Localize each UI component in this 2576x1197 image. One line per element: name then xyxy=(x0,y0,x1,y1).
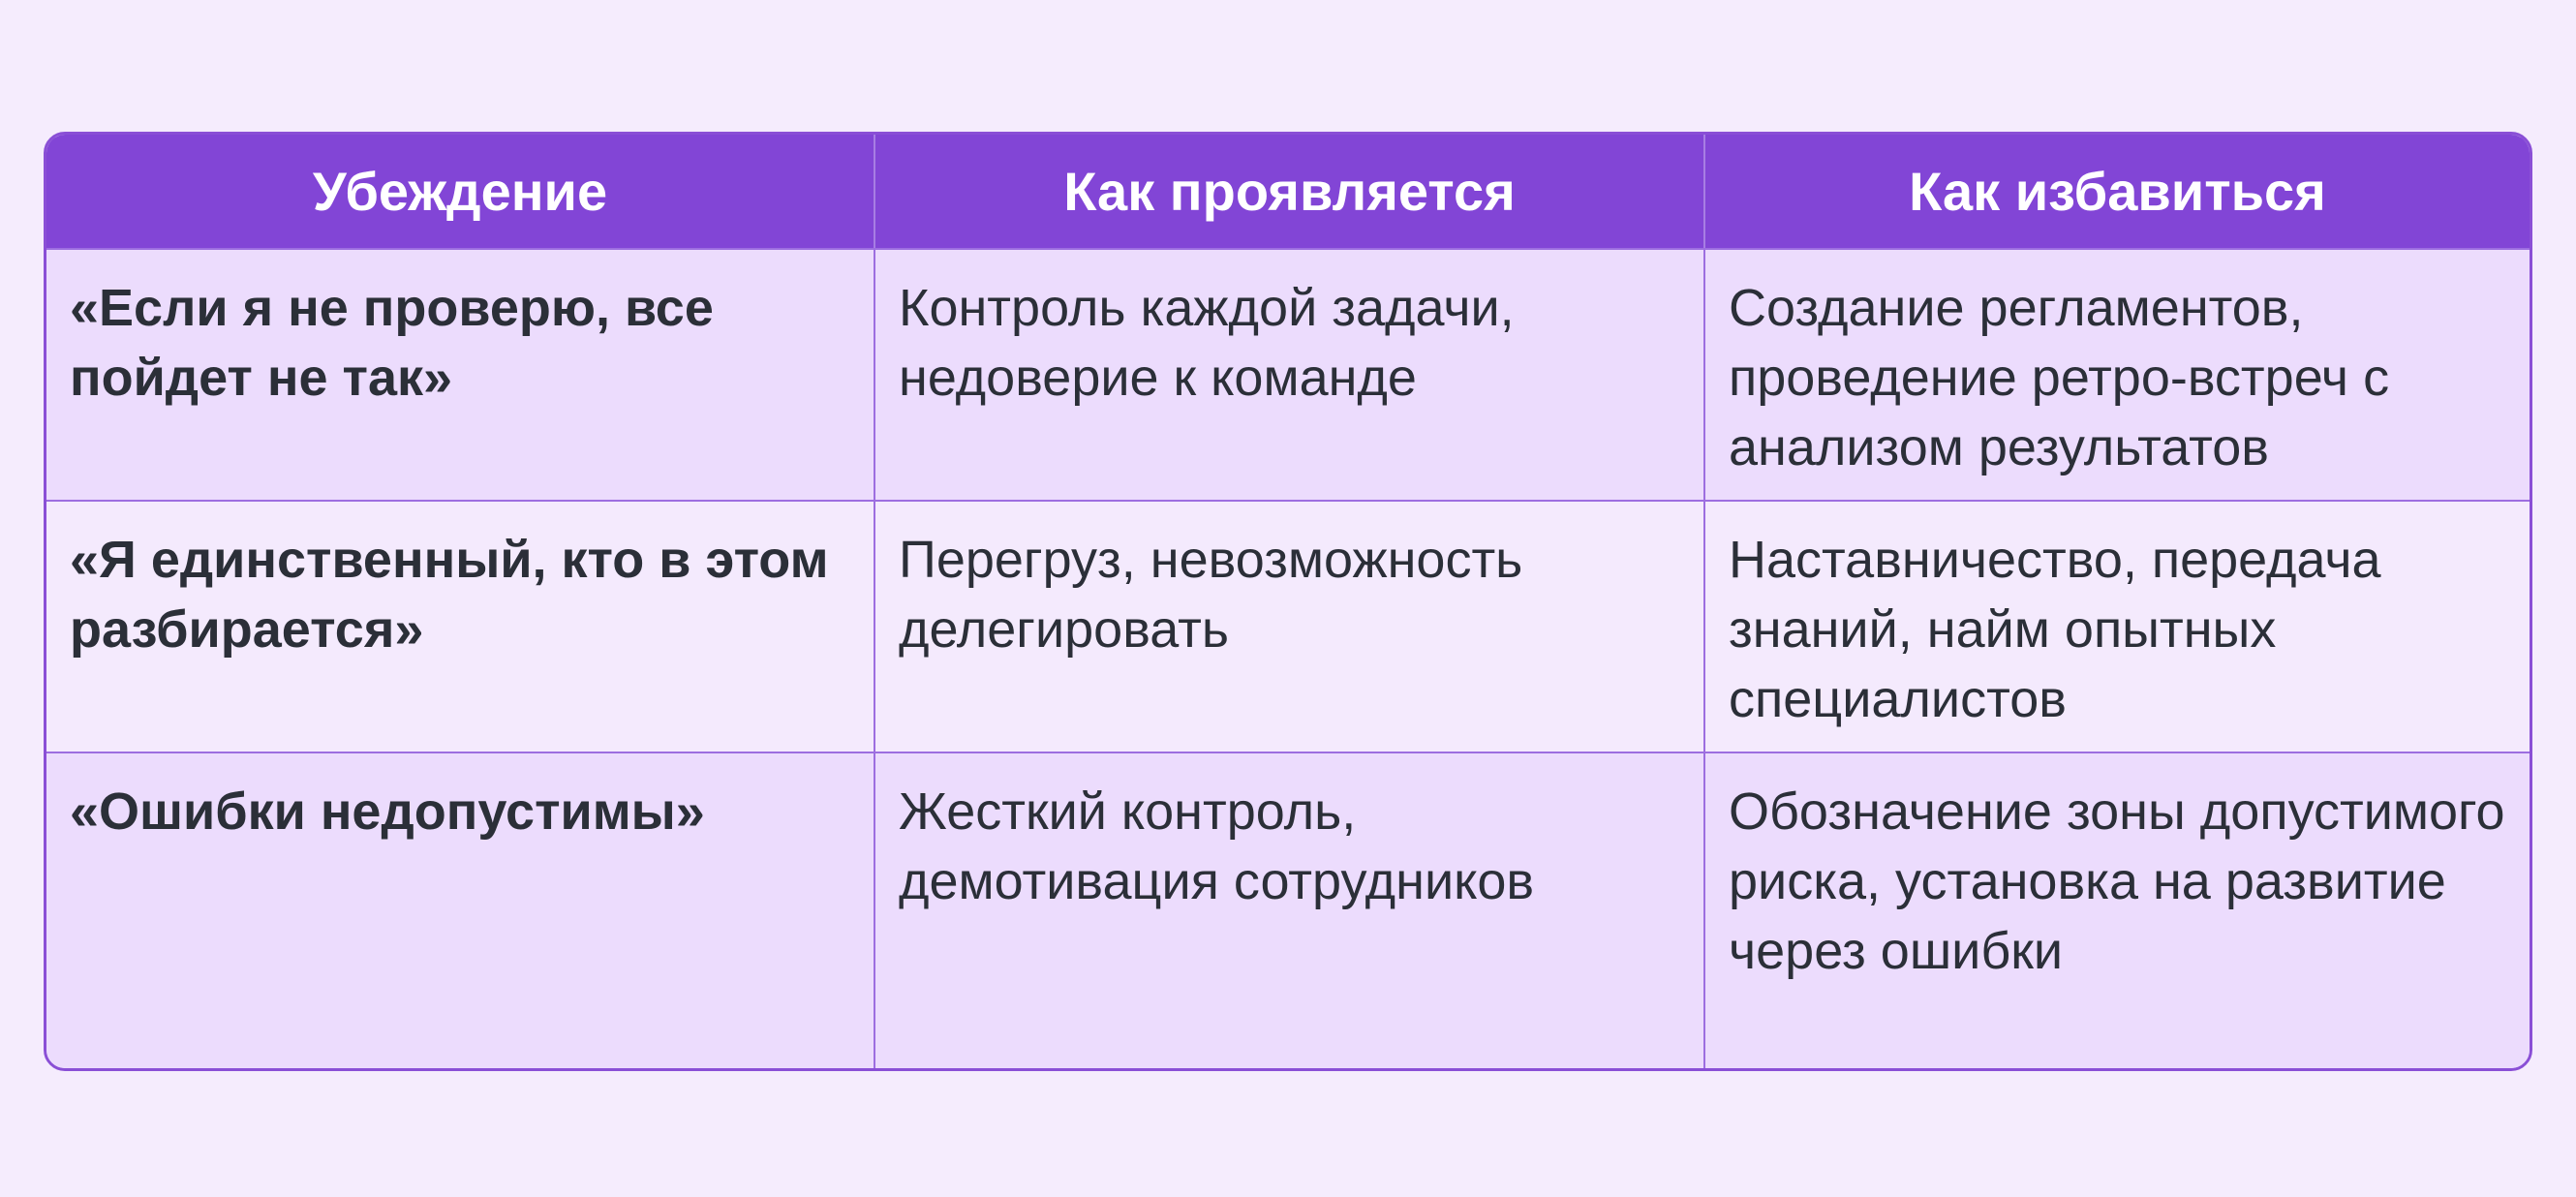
solution-cell: Создание регламентов, проведение ретро-встреч с анализом результатов xyxy=(1729,279,2390,476)
belief-cell: «Ошибки недопустимы» xyxy=(46,753,875,1068)
manifestation-cell: Контроль каждой задачи, недоверие к команде xyxy=(875,250,1705,500)
table-row xyxy=(46,753,2530,1068)
table-header-row xyxy=(46,135,2530,250)
beliefs-table xyxy=(44,132,2532,1071)
table-row xyxy=(46,250,2530,502)
table-row xyxy=(46,502,2530,753)
header-belief: Убеждение xyxy=(46,135,875,248)
header-manifestation: Как проявляется xyxy=(875,135,1705,248)
solution-cell: Наставничество, передача знаний, найм опытных специалистов xyxy=(1729,531,2381,728)
header-solution: Как избавиться xyxy=(1909,161,2326,222)
solution-cell: Обозначение зоны допустимого риска, установка на развитие через ошибки xyxy=(1729,783,2505,980)
belief-cell: «Я единственный, кто в этом разбирается» xyxy=(46,502,875,752)
manifestation-cell: Жесткий контроль, демотивация сотрудников xyxy=(875,753,1705,1068)
manifestation-cell: Перегруз, невозможность делегировать xyxy=(875,502,1705,752)
belief-cell: «Если я не проверю, все пойдет не так» xyxy=(46,250,875,500)
